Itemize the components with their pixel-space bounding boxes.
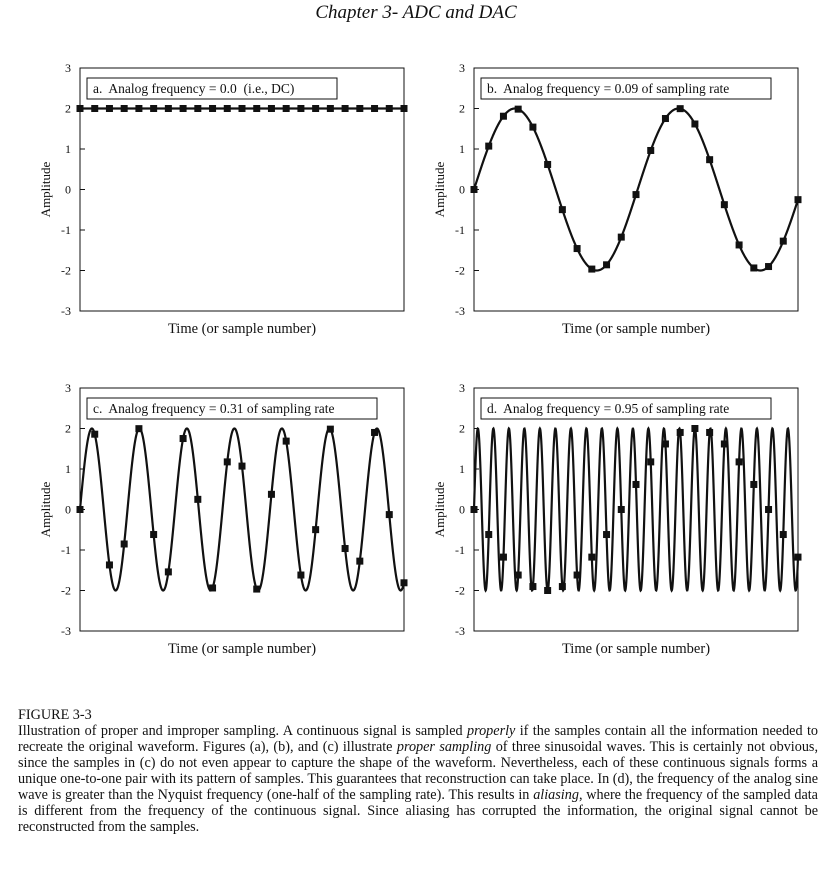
sample-point: [529, 583, 536, 590]
sample-point: [91, 105, 98, 112]
y-tick-label: 0: [459, 502, 465, 517]
panel-a: [38, 61, 408, 337]
sample-point: [327, 105, 334, 112]
sample-point: [574, 572, 581, 579]
sample-point: [500, 554, 507, 561]
sample-point: [736, 458, 743, 465]
sample-point: [662, 440, 669, 447]
sample-point: [588, 266, 595, 273]
figure-caption: [18, 707, 818, 835]
sample-point: [618, 234, 625, 241]
sample-point: [588, 554, 595, 561]
sample-point: [135, 105, 142, 112]
sample-point: [515, 106, 522, 113]
sample-point: [297, 572, 304, 579]
analog-signal-line: [474, 109, 798, 271]
sample-point: [150, 105, 157, 112]
y-tick-label: 2: [459, 101, 465, 116]
sample-point: [677, 429, 684, 436]
sample-point: [121, 105, 128, 112]
sample-point: [633, 191, 640, 198]
sample-point: [471, 506, 478, 513]
y-tick-label: 0: [65, 502, 71, 517]
sample-point: [603, 261, 610, 268]
y-tick-label: 3: [65, 61, 71, 75]
caption-emphasis: properly: [467, 723, 516, 739]
panel-c: [38, 381, 408, 657]
sample-point: [135, 425, 142, 432]
y-tick-label: 3: [459, 381, 465, 395]
sample-point: [795, 196, 802, 203]
sample-point: [618, 506, 625, 513]
sample-point: [283, 105, 290, 112]
sample-point: [603, 531, 610, 538]
panel-label-text: d. Analog frequency = 0.95 of sampling rate: [487, 401, 730, 416]
sample-point: [91, 431, 98, 438]
x-axis-label: Time (or sample number): [167, 321, 317, 337]
caption-run: of three sinusoidal waves. This is certainly not obvious, since the samples in (c) do not even appear to capture the shape of the waveform. Nevertheless, each of these continuous signals forms a unique one-to-one pair with its pattern of samples. This guarantees that reconstruction can take place. In (d), the frequency of the analog sine wave is greater than the Nyquist frequency (one-half of the sampling rate). This results in: [18, 739, 818, 803]
sample-point: [371, 105, 378, 112]
page-header: Chapter 3- ADC and DAC: [315, 2, 517, 23]
y-tick-label: 2: [459, 421, 465, 436]
sample-point: [312, 526, 319, 533]
y-tick-label: 0: [65, 182, 71, 197]
sample-point: [500, 113, 507, 120]
y-tick-label: 1: [65, 142, 71, 156]
panel-b: [432, 61, 802, 337]
caption-emphasis: aliasing: [533, 787, 579, 803]
caption-run: Illustration of proper and improper sampling. A continuous signal is sampled: [18, 723, 467, 739]
plot-frame: [80, 68, 404, 311]
y-axis-label: Amplitude: [38, 481, 53, 538]
sample-point: [106, 105, 113, 112]
sample-point: [180, 105, 187, 112]
sample-point: [485, 531, 492, 538]
sample-point: [371, 429, 378, 436]
y-tick-label: -3: [61, 304, 71, 318]
sample-point: [356, 105, 363, 112]
y-tick-label: 0: [459, 182, 465, 197]
sample-point: [165, 568, 172, 575]
sample-point: [253, 105, 260, 112]
sample-point: [342, 105, 349, 112]
y-axis-label: Amplitude: [432, 161, 447, 218]
caption-run: , where the frequency of the sampled data is different from the frequency of the continuous signal. Since aliasing has corrupted the information, the original signal cannot be reconstructed from the samples.: [18, 787, 818, 835]
sample-point: [721, 201, 728, 208]
sample-point: [647, 458, 654, 465]
sample-point: [706, 429, 713, 436]
analog-signal-line: [474, 429, 798, 591]
sample-point: [544, 587, 551, 594]
x-axis-label: Time (or sample number): [167, 641, 317, 657]
figure-label: FIGURE 3-3: [18, 707, 92, 723]
y-tick-label: 3: [65, 381, 71, 395]
sample-point: [165, 105, 172, 112]
sample-point: [633, 481, 640, 488]
y-tick-label: -1: [455, 223, 465, 237]
sample-point: [401, 105, 408, 112]
panel-label-text: a. Analog frequency = 0.0 (i.e., DC): [93, 81, 295, 96]
y-axis-label: Amplitude: [432, 481, 447, 538]
sample-point: [106, 561, 113, 568]
panel-label-text: b. Analog frequency = 0.09 of sampling rate: [487, 81, 730, 96]
sample-point: [471, 186, 478, 193]
y-tick-label: -1: [61, 223, 71, 237]
sample-point: [253, 586, 260, 593]
sample-point: [485, 143, 492, 150]
y-tick-label: 1: [459, 142, 465, 156]
sample-point: [77, 506, 84, 513]
sample-point: [150, 531, 157, 538]
plot-frame: [474, 68, 798, 311]
sample-point: [721, 440, 728, 447]
y-tick-label: 1: [65, 462, 71, 476]
sample-point: [574, 245, 581, 252]
y-tick-label: 2: [65, 101, 71, 116]
sample-point: [239, 463, 246, 470]
sample-point: [559, 583, 566, 590]
y-tick-label: -1: [61, 543, 71, 557]
sample-point: [283, 438, 290, 445]
sample-point: [224, 105, 231, 112]
y-tick-label: -3: [455, 304, 465, 318]
sample-point: [706, 156, 713, 163]
sample-point: [544, 161, 551, 168]
sample-point: [559, 206, 566, 213]
sample-point: [765, 506, 772, 513]
sample-point: [750, 481, 757, 488]
sample-point: [780, 531, 787, 538]
y-tick-label: 3: [459, 61, 465, 75]
caption-run: if the samples contain all the information needed to recreate the original waveform. Figures (a), (b), and (c) illustrate: [18, 723, 818, 755]
sample-point: [239, 105, 246, 112]
sample-point: [662, 115, 669, 122]
y-tick-label: -2: [61, 263, 71, 278]
sample-point: [268, 491, 275, 498]
panel-label-text: c. Analog frequency = 0.31 of sampling rate: [93, 401, 335, 416]
sample-point: [795, 554, 802, 561]
sample-point: [356, 558, 363, 565]
caption-emphasis: proper sampling: [396, 739, 492, 755]
y-tick-label: -2: [61, 583, 71, 598]
sample-point: [529, 124, 536, 131]
sample-point: [77, 105, 84, 112]
sample-point: [297, 105, 304, 112]
sample-point: [386, 511, 393, 518]
sample-point: [401, 579, 408, 586]
y-tick-label: -3: [455, 624, 465, 638]
sample-point: [209, 105, 216, 112]
sample-point: [194, 105, 201, 112]
sample-point: [209, 584, 216, 591]
sample-point: [224, 458, 231, 465]
caption-text: [18, 723, 818, 835]
sample-point: [194, 496, 201, 503]
panel-d: [432, 381, 802, 657]
sample-point: [268, 105, 275, 112]
sample-point: [691, 425, 698, 432]
y-tick-label: -2: [455, 583, 465, 598]
sample-point: [780, 238, 787, 245]
sample-point: [750, 264, 757, 271]
sample-point: [180, 435, 187, 442]
sample-point: [691, 120, 698, 127]
y-tick-label: -2: [455, 263, 465, 278]
analog-signal-line: [80, 429, 404, 591]
sample-point: [647, 147, 654, 154]
sample-point: [121, 540, 128, 547]
x-axis-label: Time (or sample number): [561, 641, 711, 657]
sample-point: [386, 105, 393, 112]
sample-point: [515, 572, 522, 579]
sample-point: [342, 545, 349, 552]
y-tick-label: 1: [459, 462, 465, 476]
y-tick-label: 2: [65, 421, 71, 436]
sample-point: [677, 105, 684, 112]
y-tick-label: -3: [61, 624, 71, 638]
sample-point: [736, 241, 743, 248]
x-axis-label: Time (or sample number): [561, 321, 711, 337]
sample-point: [312, 105, 319, 112]
sample-point: [765, 263, 772, 270]
y-axis-label: Amplitude: [38, 161, 53, 218]
sample-point: [327, 426, 334, 433]
y-tick-label: -1: [455, 543, 465, 557]
